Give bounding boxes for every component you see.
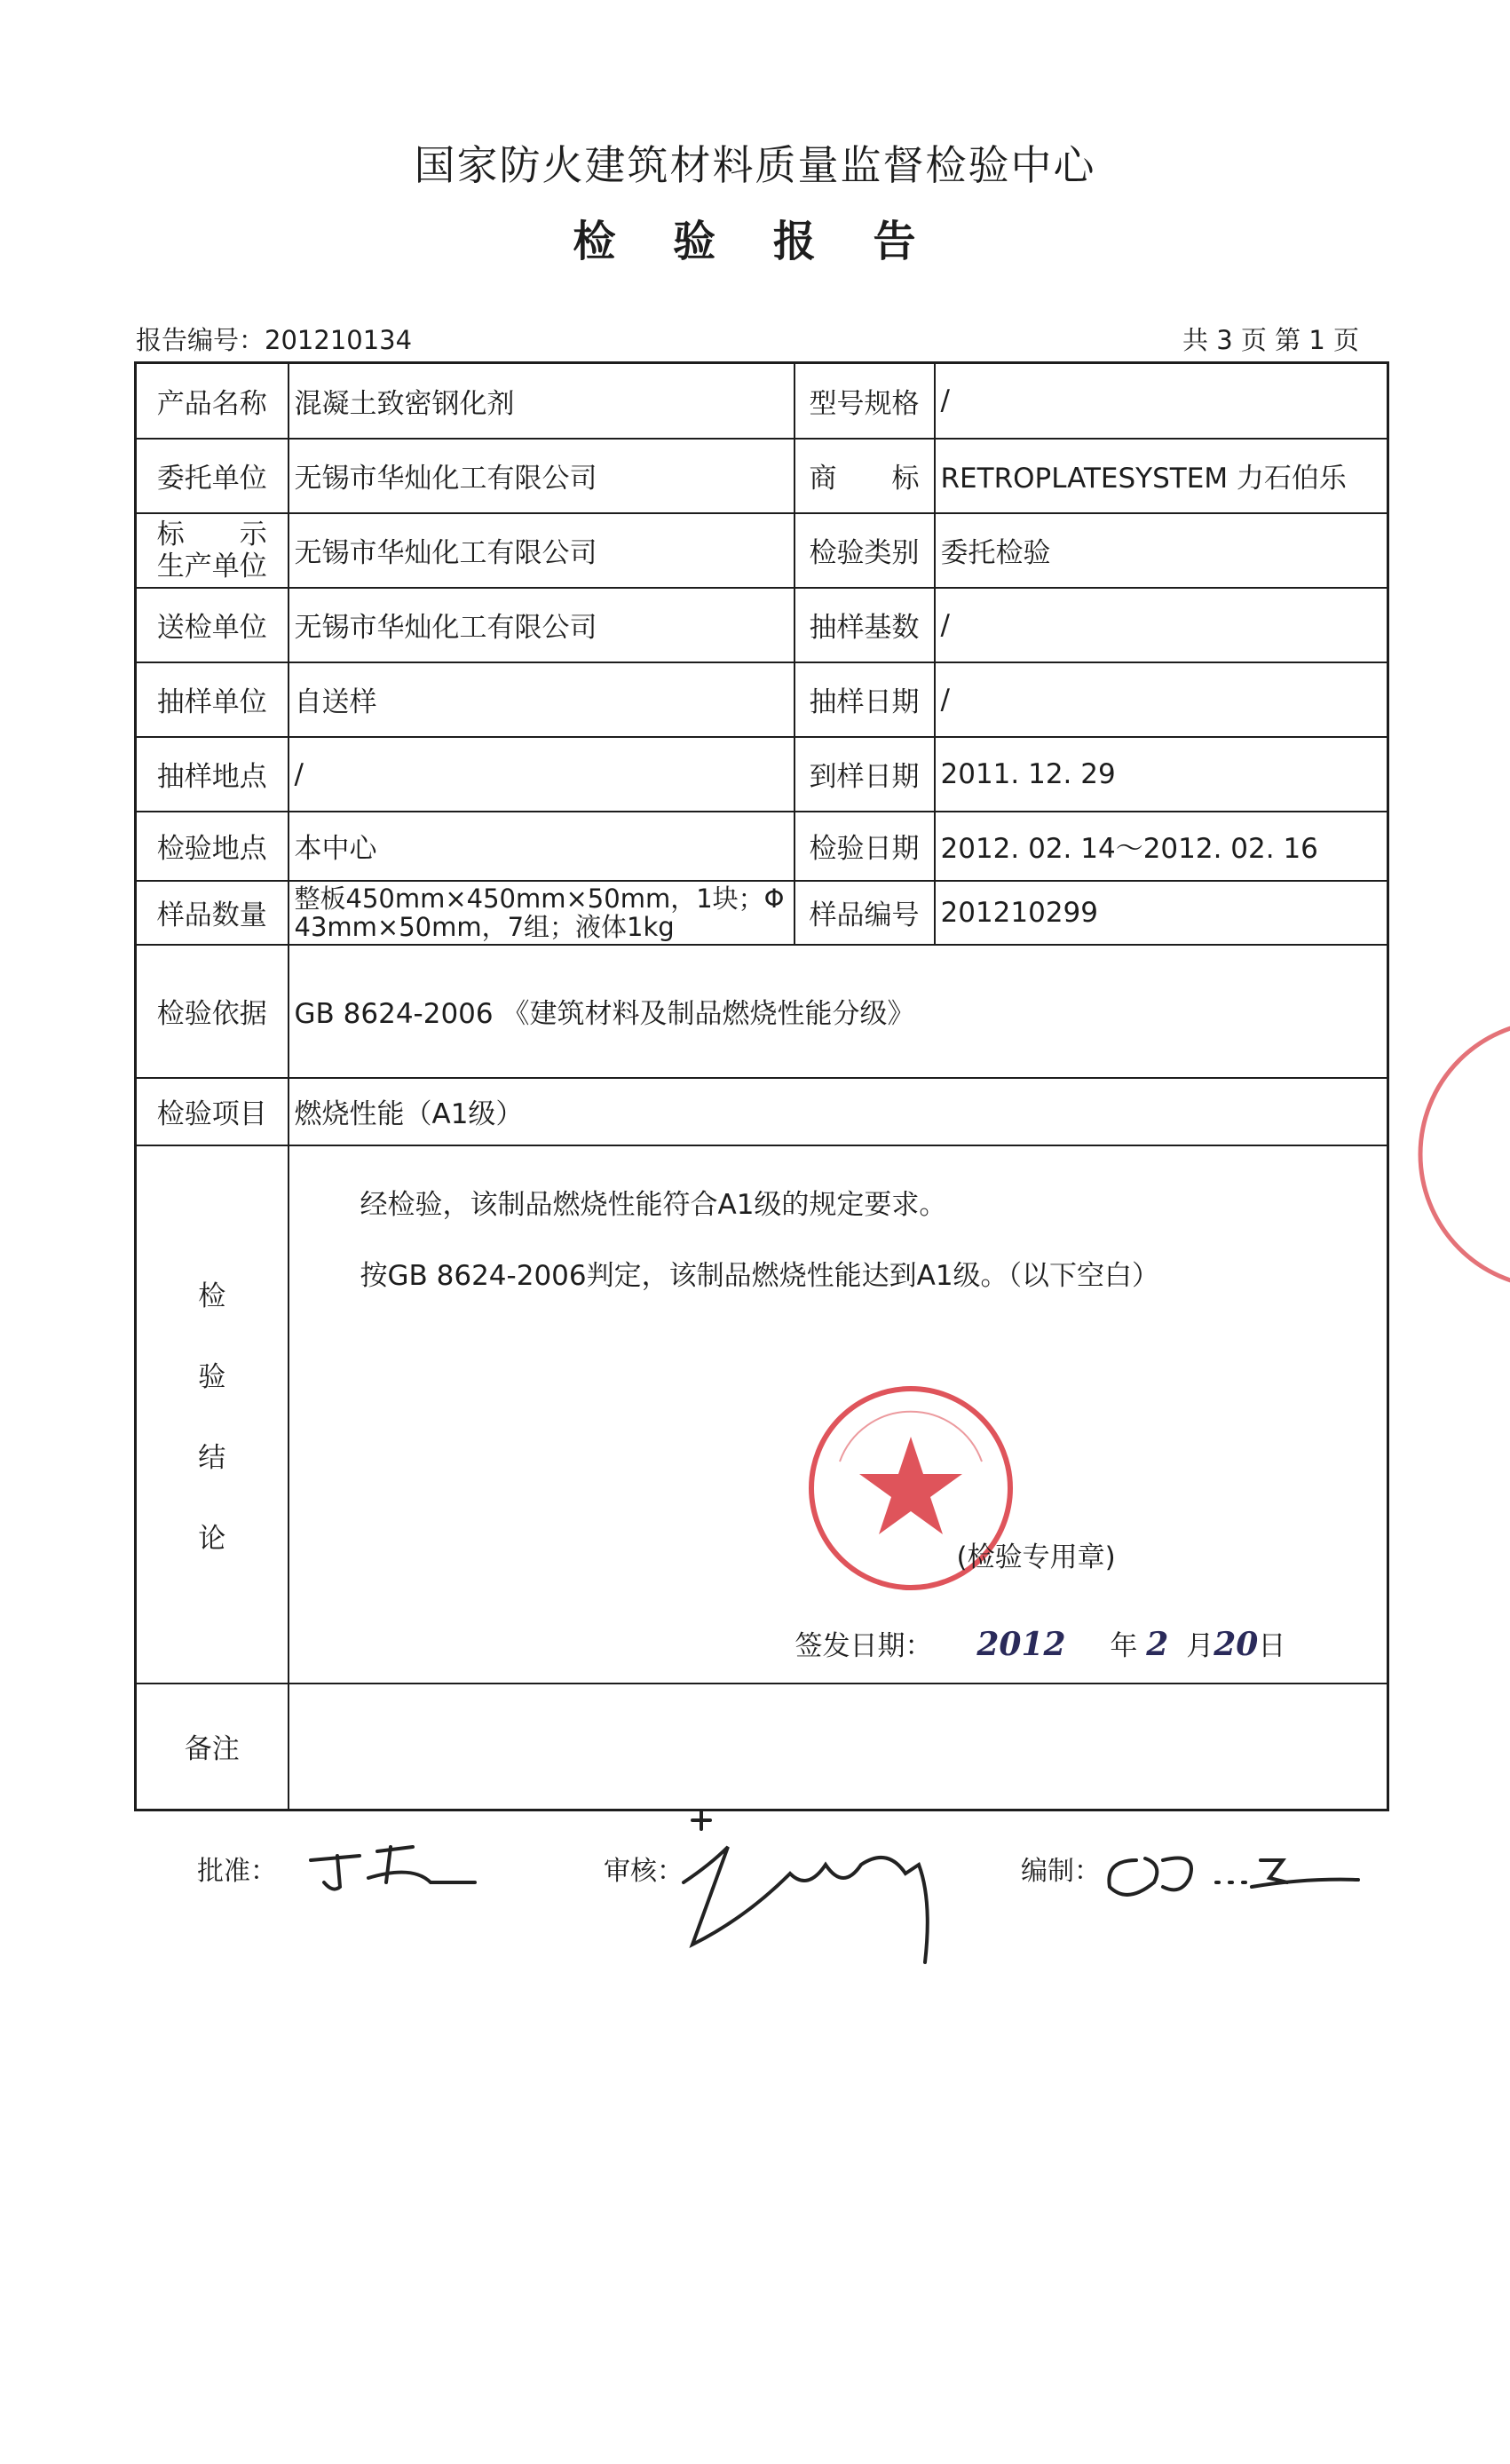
sample-place: / [289,737,795,812]
cell-label: 样品编号 [795,881,935,945]
year-char: 年 [1110,1629,1138,1662]
table-row [136,945,1388,1078]
sample-base: / [935,588,1388,662]
report-number-label: 报告编号： [136,325,265,355]
test-date: 2012. 02. 14～2012. 02. 16 [935,812,1388,881]
cell-label: 检验类别 [795,513,935,588]
edge-seal-fragment [1411,1012,1510,1305]
table-row [136,1078,1388,1145]
table-row [136,1145,1388,1684]
conclusion-char: 验 [198,1360,226,1393]
label-line: 生产单位 [156,550,267,582]
cell-label: 到样日期 [795,737,935,812]
cell-label: 检验日期 [795,812,935,881]
conclusion-label [136,1145,289,1684]
sender-unit: 无锡市华灿化工有限公司 [289,588,795,662]
issue-day: 20 [1214,1625,1259,1663]
page-count: 共 3 页 第 1 页 [1182,325,1359,355]
issue-date-label: 签发日期： [795,1629,933,1662]
report-table [134,361,1389,1811]
producer-unit: 无锡市华灿化工有限公司 [289,513,795,588]
table-row [136,881,1388,945]
sampler-unit: 自送样 [289,662,795,737]
report-number [136,321,412,357]
cell-label: 检验依据 [136,945,289,1078]
conclusion-char: 检 [198,1280,226,1312]
cell-label: 抽样基数 [795,588,935,662]
cell-label: 抽样单位 [136,662,289,737]
compile-signature [1101,1834,1367,1913]
conclusion-body [289,1146,1387,1683]
table-row [136,812,1388,881]
cell-label: 送检单位 [136,588,289,662]
trademark: RETROPLATESYSTEM 力石伯乐 [935,439,1388,513]
issue-year: 2012 [976,1625,1066,1663]
product-name: 混凝土致密钢化剂 [289,363,795,439]
inspection-item: 燃烧性能（A1级） [289,1078,1388,1145]
table-row [136,363,1388,439]
cell-label: 备注 [136,1684,289,1810]
cell-label: 样品数量 [136,881,289,945]
table-row [136,662,1388,737]
organization-title: 国家防火建筑材料质量监督检验中心 [414,141,1096,189]
arrival-date: 2011. 12. 29 [935,737,1388,812]
cell-label: 抽样地点 [136,737,289,812]
conclusion-char: 论 [198,1522,226,1555]
report-number-value: 201210134 [265,325,413,355]
review-signature [675,1811,959,1971]
cell-label: 检验项目 [136,1078,289,1145]
stamp-label: (检验专用章) [956,1541,1116,1573]
month-char: 月 [1186,1629,1214,1662]
approve-label: 批准： [197,1856,277,1887]
client-unit: 无锡市华灿化工有限公司 [289,439,795,513]
sample-quantity [289,881,795,945]
remark-value [289,1684,1388,1810]
conclusion-line-2: 按GB 8624-2006判定，该制品燃烧性能达到A1级。（以下空白） [360,1259,1160,1292]
cell-label: 检验地点 [136,812,289,881]
cell-label: 抽样日期 [795,662,935,737]
inspection-basis: GB 8624-2006 《建筑材料及制品燃烧性能分级》 [289,945,1388,1078]
conclusion-cell [289,1145,1388,1684]
table-row [136,513,1388,588]
table-row [136,588,1388,662]
cell-label: 产品名称 [136,363,289,439]
sample-date: / [935,662,1388,737]
table-row [136,737,1388,812]
conclusion-line-1: 经检验，该制品燃烧性能符合A1级的规定要求。 [360,1188,947,1221]
review-label: 审核： [604,1856,684,1887]
quantity-line: 43mm×50mm，7组；液体1kg [294,911,675,942]
inspection-category: 委托检验 [935,513,1388,588]
issue-month: 2 [1146,1625,1169,1663]
label-line: 标 示 [156,518,267,551]
approve-signature [306,1838,484,1900]
issue-date [795,1623,1286,1663]
cell-label [136,513,289,588]
table-row [136,1684,1388,1810]
cell-label: 型号规格 [795,363,935,439]
compile-label: 编制： [1021,1856,1101,1887]
model-spec: / [935,363,1388,439]
conclusion-char: 结 [198,1441,226,1474]
day-char: 日 [1258,1629,1286,1662]
quantity-line: 整板450mm×450mm×50mm，1块；Φ [294,883,785,914]
cell-label: 委托单位 [136,439,289,513]
cell-label: 商 标 [795,439,935,513]
table-row [136,439,1388,513]
sample-number: 201210299 [935,881,1388,945]
document-title: 检 验 报 告 [573,217,937,266]
test-place: 本中心 [289,812,795,881]
